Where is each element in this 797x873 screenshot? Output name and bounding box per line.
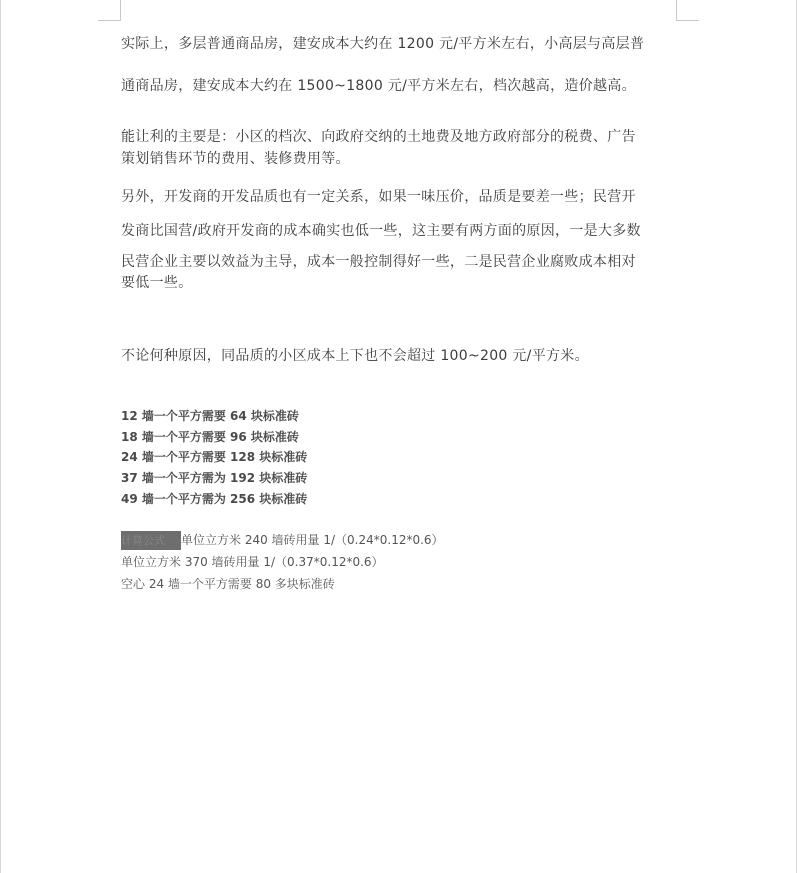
paragraph-3-line-2: 发商比国营/政府开发商的成本确实也低一些，这主要有两方面的原因，一是大多数	[121, 223, 641, 239]
paragraph-3-line-3: 民营企业主要以效益为主导，成本一般控制得好一些，二是民营企业腐败成本相对	[121, 254, 636, 270]
redacted-text-block: 计算公式	[121, 531, 181, 550]
brick-list-item: 24 墙一个平方需要 128 块标准砖	[121, 450, 308, 464]
paragraph-4-line-1: 不论何种原因，同品质的小区成本上下也不会超过 100~200 元/平方米。	[121, 348, 589, 364]
paragraph-1-line-1: 实际上，多层普通商品房，建安成本大约在 1200 元/平方米左右，小高层与高层普	[121, 36, 645, 52]
margin-corner-top-right	[676, 0, 699, 21]
brick-list-item: 49 墙一个平方需为 256 块标准砖	[121, 492, 308, 506]
paragraph-3-line-4: 要低一些。	[121, 275, 193, 291]
brick-list-item: 12 墙一个平方需要 64 块标准砖	[121, 409, 299, 423]
note-line-1	[121, 531, 444, 550]
paragraph-2-line-2: 策划销售环节的费用、装修费用等。	[121, 151, 350, 167]
brick-list-item: 37 墙一个平方需为 192 块标准砖	[121, 471, 308, 485]
paragraph-1-line-2: 通商品房，建安成本大约在 1500~1800 元/平方米左右，档次越高，造价越高。	[121, 78, 636, 94]
brick-list-item: 18 墙一个平方需要 96 块标准砖	[121, 430, 299, 444]
paragraph-3-line-1: 另外，开发商的开发品质也有一定关系，如果一味压价，品质是要差一些；民营开	[121, 189, 636, 205]
note-line-2: 单位立方米 370 墙砖用量 1/（0.37*0.12*0.6）	[121, 555, 384, 569]
margin-corner-top-left	[98, 0, 121, 21]
page-left-edge	[0, 0, 1, 873]
note-line-3: 空心 24 墙一个平方需要 80 多块标准砖	[121, 577, 335, 591]
note-line-1-text: 单位立方米 240 墙砖用量 1/（0.24*0.12*0.6）	[181, 533, 444, 547]
paragraph-2-line-1: 能让利的主要是：小区的档次、向政府交纳的土地费及地方政府部分的税费、广告	[121, 129, 636, 145]
